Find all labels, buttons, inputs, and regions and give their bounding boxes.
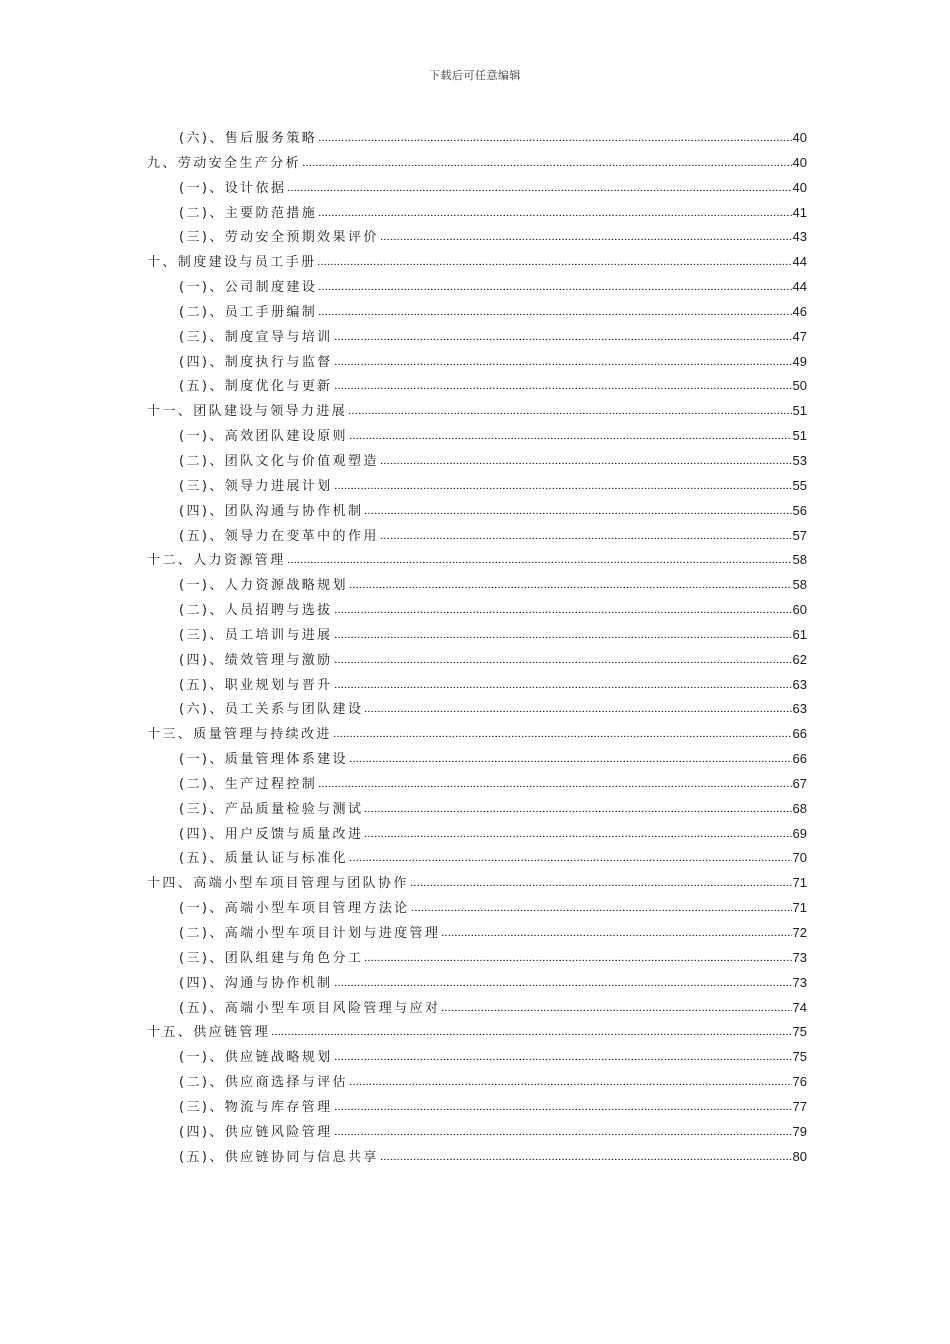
toc-entry-page-number: 69: [792, 825, 807, 841]
toc-entry-page-number: 47: [792, 328, 807, 344]
toc-dot-leader: [411, 899, 792, 911]
toc-entry-page-number: 74: [792, 999, 807, 1015]
toc-entry-page-number: 62: [792, 651, 807, 667]
toc-section-entry[interactable]: [147, 797, 807, 822]
toc-entry-title: (二)、人员招聘与选拔: [179, 603, 333, 619]
toc-entry-title: 十五、供应链管理: [147, 1025, 271, 1041]
toc-section-entry[interactable]: [147, 1045, 807, 1070]
toc-section-entry[interactable]: [147, 325, 807, 350]
toc-section-entry[interactable]: [147, 946, 807, 971]
toc-entry-title: (二)、团队文化与价值观塑造: [179, 453, 379, 469]
toc-dot-leader: [333, 725, 792, 737]
toc-section-entry[interactable]: [147, 300, 807, 325]
toc-dot-leader: [334, 626, 792, 638]
toc-section-entry[interactable]: [147, 275, 807, 300]
toc-dot-leader: [380, 1148, 792, 1160]
toc-dot-leader: [364, 502, 791, 514]
toc-chapter-entry[interactable]: [147, 871, 807, 896]
toc-section-entry[interactable]: [147, 996, 807, 1021]
toc-dot-leader: [410, 874, 792, 886]
toc-entry-title: (一)、设计依据: [179, 180, 287, 196]
toc-section-entry[interactable]: [147, 1070, 807, 1095]
toc-entry-title: (六)、员工关系与团队建设: [179, 702, 364, 718]
toc-section-entry[interactable]: [147, 374, 807, 399]
toc-dot-leader: [364, 825, 791, 837]
toc-entry-page-number: 40: [792, 154, 807, 170]
toc-entry-page-number: 73: [792, 949, 807, 965]
toc-entry-page-number: 58: [792, 577, 807, 593]
toc-entry-page-number: 40: [792, 179, 807, 195]
toc-section-entry[interactable]: [147, 201, 807, 226]
toc-entry-page-number: 71: [792, 900, 807, 916]
toc-dot-leader: [334, 377, 792, 389]
toc-dot-leader: [349, 1073, 792, 1085]
toc-entry-title: (三)、员工培训与进展: [179, 627, 333, 643]
toc-dot-leader: [364, 949, 791, 961]
toc-dot-leader: [349, 576, 792, 588]
toc-dot-leader: [334, 1048, 792, 1060]
toc-entry-title: (三)、物流与库存管理: [179, 1099, 333, 1115]
toc-dot-leader: [318, 278, 791, 290]
toc-entry-page-number: 70: [792, 850, 807, 866]
toc-dot-leader: [317, 253, 791, 265]
toc-dot-leader: [441, 924, 791, 936]
toc-entry-title: (五)、职业规划与晋升: [179, 677, 333, 693]
toc-entry-page-number: 57: [792, 527, 807, 543]
toc-chapter-entry[interactable]: [147, 722, 807, 747]
toc-entry-title: (二)、生产过程控制: [179, 776, 318, 792]
toc-dot-leader: [441, 999, 791, 1011]
toc-entry-page-number: 55: [792, 477, 807, 493]
toc-dot-leader: [380, 228, 792, 240]
toc-dot-leader: [334, 1123, 792, 1135]
toc-entry-page-number: 79: [792, 1123, 807, 1139]
toc-chapter-entry[interactable]: [147, 399, 807, 424]
toc-section-entry[interactable]: [147, 1120, 807, 1145]
toc-entry-page-number: 44: [792, 254, 807, 270]
toc-dot-leader: [318, 775, 791, 787]
toc-entry-page-number: 61: [792, 626, 807, 642]
toc-dot-leader: [334, 1098, 792, 1110]
toc-entry-page-number: 77: [792, 1098, 807, 1114]
toc-section-entry[interactable]: [147, 176, 807, 201]
toc-dot-leader: [318, 129, 791, 141]
toc-entry-title: (五)、领导力在变革中的作用: [179, 528, 379, 544]
toc-entry-title: (四)、制度执行与监督: [179, 354, 333, 370]
toc-entry-title: (一)、高效团队建设原则: [179, 429, 348, 445]
toc-entry-page-number: 76: [792, 1074, 807, 1090]
toc-section-entry[interactable]: [147, 921, 807, 946]
toc-entry-page-number: 72: [792, 925, 807, 940]
toc-chapter-entry[interactable]: [147, 250, 807, 275]
toc-dot-leader: [287, 179, 791, 191]
toc-entry-page-number: 40: [792, 130, 807, 145]
toc-entry-page-number: 66: [792, 726, 807, 742]
toc-dot-leader: [380, 527, 792, 539]
page-header: 下载后可任意编辑: [429, 69, 521, 82]
toc-section-entry[interactable]: [147, 697, 807, 722]
toc-entry-title: (三)、产品质量检验与测试: [179, 801, 364, 817]
toc-dot-leader: [349, 750, 792, 762]
toc-dot-leader: [302, 154, 792, 166]
toc-entry-page-number: 51: [792, 428, 807, 444]
toc-section-entry[interactable]: [147, 225, 807, 250]
toc-dot-leader: [334, 651, 792, 663]
toc-entry-page-number: 51: [792, 403, 807, 419]
toc-entry-title: (三)、制度宣导与培训: [179, 329, 333, 345]
toc-dot-leader: [318, 303, 791, 315]
toc-section-entry[interactable]: [147, 1095, 807, 1120]
toc-dot-leader: [271, 1023, 791, 1035]
toc-dot-leader: [348, 402, 791, 414]
toc-entry-page-number: 80: [792, 1148, 807, 1164]
toc-entry-title: (三)、团队组建与角色分工: [179, 950, 364, 966]
toc-entry-page-number: 53: [792, 452, 807, 468]
toc-dot-leader: [364, 800, 791, 812]
toc-section-entry[interactable]: [147, 623, 807, 648]
toc-entry-title: (六)、售后服务策略: [179, 131, 318, 146]
toc-dot-leader: [334, 601, 792, 613]
toc-entry-title: (二)、主要防范措施: [179, 205, 318, 221]
toc-entry-title: (一)、高端小型车项目管理方法论: [179, 901, 410, 917]
toc-entry-title: (一)、人力资源战略规划: [179, 578, 348, 594]
toc-section-entry[interactable]: [147, 573, 807, 598]
table-of-contents: [147, 126, 807, 1169]
toc-entry-page-number: 63: [792, 701, 807, 717]
toc-section-entry[interactable]: [147, 772, 807, 797]
toc-entry-title: (三)、劳动安全预期效果评价: [179, 230, 379, 246]
toc-entry-page-number: 50: [792, 378, 807, 394]
toc-entry-page-number: 66: [792, 751, 807, 767]
toc-entry-title: (四)、绩效管理与激励: [179, 652, 333, 668]
toc-entry-title: 九、劳动安全生产分析: [147, 155, 302, 171]
toc-dot-leader: [334, 974, 792, 986]
toc-entry-title: 十二、人力资源管理: [147, 553, 286, 569]
toc-entry-title: 十四、高端小型车项目管理与团队协作: [147, 876, 409, 892]
toc-entry-page-number: 46: [792, 303, 807, 319]
toc-dot-leader: [334, 676, 792, 688]
toc-entry-title: 十、制度建设与员工手册: [147, 255, 317, 271]
toc-section-entry[interactable]: [147, 822, 807, 847]
toc-entry-title: 十三、质量管理与持续改进: [147, 727, 332, 743]
toc-entry-title: (二)、供应商选择与评估: [179, 1075, 348, 1091]
toc-section-entry[interactable]: [147, 896, 807, 921]
toc-entry-title: (五)、高端小型车项目风险管理与应对: [179, 1000, 441, 1016]
toc-section-entry[interactable]: [147, 126, 807, 151]
toc-entry-title: (五)、供应链协同与信息共享: [179, 1149, 379, 1165]
toc-entry-page-number: 63: [792, 676, 807, 692]
toc-section-entry[interactable]: [147, 499, 807, 524]
toc-entry-page-number: 67: [792, 775, 807, 791]
toc-entry-page-number: 56: [792, 502, 807, 518]
toc-dot-leader: [349, 849, 792, 861]
toc-dot-leader: [380, 452, 792, 464]
toc-entry-title: (三)、领导力进展计划: [179, 478, 333, 494]
toc-entry-page-number: 75: [792, 1024, 807, 1040]
toc-dot-leader: [287, 551, 792, 563]
toc-section-entry[interactable]: [147, 846, 807, 871]
toc-entry-page-number: 68: [792, 800, 807, 816]
toc-entry-title: (一)、供应链战略规划: [179, 1050, 333, 1066]
toc-section-entry[interactable]: [147, 524, 807, 549]
toc-section-entry[interactable]: [147, 747, 807, 772]
toc-entry-page-number: 60: [792, 602, 807, 618]
toc-dot-leader: [318, 204, 791, 216]
toc-chapter-entry[interactable]: [147, 151, 807, 176]
toc-chapter-entry[interactable]: [147, 548, 807, 573]
toc-section-entry[interactable]: [147, 1145, 807, 1170]
toc-entry-page-number: 58: [792, 552, 807, 568]
toc-section-entry[interactable]: [147, 449, 807, 474]
toc-section-entry[interactable]: [147, 350, 807, 375]
toc-dot-leader: [334, 353, 792, 365]
toc-entry-title: (四)、供应链风险管理: [179, 1124, 333, 1140]
toc-entry-title: (一)、公司制度建设: [179, 280, 318, 296]
toc-chapter-entry[interactable]: [147, 1020, 807, 1045]
toc-entry-title: (一)、质量管理体系建设: [179, 752, 348, 768]
toc-section-entry[interactable]: [147, 424, 807, 449]
toc-entry-title: (五)、制度优化与更新: [179, 379, 333, 395]
toc-entry-title: (四)、用户反馈与质量改进: [179, 826, 364, 842]
toc-dot-leader: [334, 328, 792, 340]
toc-entry-page-number: 75: [792, 1049, 807, 1065]
toc-entry-page-number: 43: [792, 229, 807, 245]
toc-entry-page-number: 44: [792, 279, 807, 295]
toc-entry-title: (四)、团队沟通与协作机制: [179, 503, 364, 519]
toc-entry-page-number: 49: [792, 353, 807, 369]
toc-entry-title: 十一、团队建设与领导力进展: [147, 404, 348, 420]
toc-dot-leader: [349, 427, 792, 439]
toc-entry-title: (二)、员工手册编制: [179, 304, 318, 320]
toc-entry-page-number: 71: [792, 875, 807, 891]
toc-section-entry[interactable]: [147, 673, 807, 698]
toc-entry-title: (四)、沟通与协作机制: [179, 975, 333, 991]
toc-dot-leader: [334, 477, 792, 489]
toc-dot-leader: [364, 700, 791, 712]
toc-section-entry[interactable]: [147, 474, 807, 499]
toc-entry-title: (五)、质量认证与标准化: [179, 851, 348, 867]
toc-section-entry[interactable]: [147, 598, 807, 623]
toc-entry-page-number: 41: [792, 204, 807, 220]
toc-section-entry[interactable]: [147, 648, 807, 673]
toc-entry-page-number: 73: [792, 974, 807, 990]
toc-entry-title: (二)、高端小型车项目计划与进度管理: [179, 926, 441, 941]
toc-section-entry[interactable]: [147, 971, 807, 996]
